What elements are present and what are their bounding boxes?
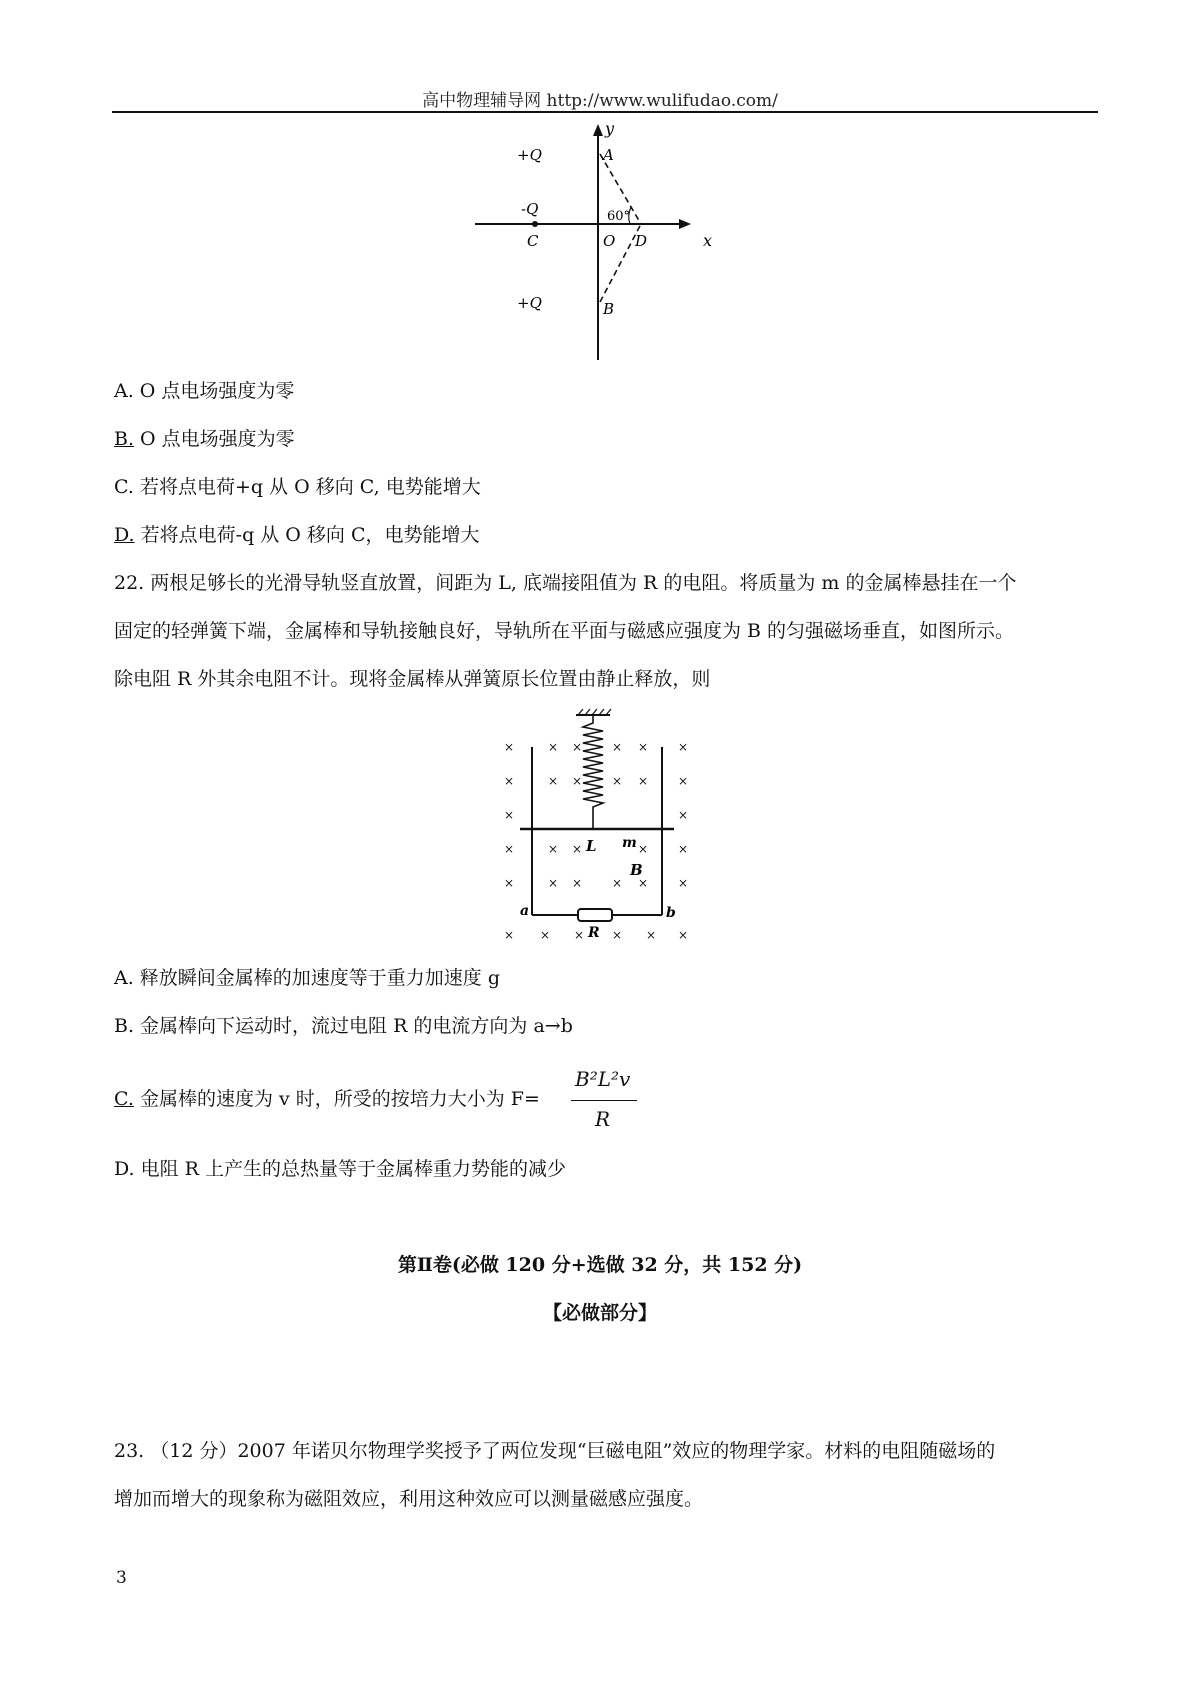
label-o: O: [603, 232, 616, 250]
field-mark: ×: [504, 774, 515, 788]
label-d: D: [635, 232, 648, 250]
q23-text-line1: 23. （12 分）2007 年诺贝尔物理学奖授予了两位发现“巨磁电阻”效应的物理学家。材料的电阻随磁场的: [114, 1440, 996, 1462]
spring: [583, 715, 603, 829]
label-x: x: [703, 231, 713, 250]
fraction-bar: [571, 1100, 637, 1101]
q21-option-d-prefix: D.: [114, 524, 135, 546]
label-y: y: [605, 124, 615, 138]
field-mark: ×: [504, 842, 515, 856]
field-mark: ×: [548, 740, 559, 754]
field-mark: ×: [638, 740, 649, 754]
field-mark: ×: [540, 928, 551, 942]
field-mark: ×: [504, 808, 515, 822]
q22-option-c: [114, 1086, 540, 1112]
q21-option-b: [114, 426, 295, 452]
x-axis-arrow: [679, 219, 691, 229]
label-c-charge: -Q: [521, 200, 539, 218]
rail-spring-diagram: [490, 707, 710, 943]
point-c: [532, 221, 538, 227]
q21-option-d: [114, 522, 480, 548]
page-header: 高中物理辅导网 http://www.wulifudao.com/: [422, 91, 778, 111]
q22-option-b: B. 金属棒向下运动时，流过电阻 R 的电流方向为 a→b: [114, 1015, 573, 1037]
field-mark: ×: [638, 876, 649, 890]
field-mark: ×: [678, 876, 689, 890]
label-l: L: [586, 837, 597, 855]
formula-numerator: B²L²v: [575, 1067, 631, 1091]
label-m: m: [622, 835, 637, 851]
formula-denominator: R: [595, 1107, 611, 1131]
label-angle: 60°: [607, 209, 631, 224]
field-mark: ×: [678, 808, 689, 822]
field-mark: ×: [612, 740, 623, 754]
field-mark: ×: [678, 740, 689, 754]
q22-option-c-text: 金属棒的速度为 v 时，所受的按培力大小为 F=: [133, 1088, 540, 1110]
field-mark: ×: [646, 928, 657, 942]
field-mark: ×: [678, 774, 689, 788]
field-mark: ×: [678, 842, 689, 856]
field-mark: ×: [504, 740, 515, 754]
q21-option-a: A. O 点电场强度为零: [114, 380, 295, 402]
label-a: a: [520, 903, 530, 919]
label-r: R: [588, 925, 600, 941]
field-mark: ×: [574, 928, 585, 942]
q22-text-line3: 除电阻 R 外其余电阻不计。现将金属棒从弹簧原长位置由静止释放，则: [114, 668, 711, 690]
label-c: C: [527, 232, 539, 250]
label-b-point: b: [666, 905, 676, 921]
force-formula: [565, 1067, 640, 1133]
field-mark: ×: [678, 928, 689, 942]
field-mark: ×: [548, 842, 559, 856]
resistor: [578, 909, 612, 921]
field-mark: ×: [548, 774, 559, 788]
q21-option-b-text: O 点电场强度为零: [134, 428, 295, 450]
label-b-charge: +Q: [517, 294, 542, 312]
section-subtitle: 【必做部分】: [542, 1302, 657, 1324]
field-mark: ×: [572, 842, 583, 856]
field-mark: ×: [638, 842, 649, 856]
field-mark: ×: [572, 740, 583, 754]
label-a-charge: +Q: [517, 146, 542, 164]
field-mark: ×: [612, 876, 623, 890]
label-a: A: [603, 146, 614, 164]
header-rule: [112, 111, 1098, 113]
q21-option-b-prefix: B.: [114, 428, 135, 450]
field-mark: ×: [572, 876, 583, 890]
q22-option-a: A. 释放瞬间金属棒的加速度等于重力加速度 g: [114, 967, 501, 989]
field-mark: ×: [612, 774, 623, 788]
section-title: 第Ⅱ卷(必做 120 分+选做 32 分，共 152 分): [397, 1254, 803, 1276]
q22-text-line1: 22. 两根足够长的光滑导轨竖直放置，间距为 L, 底端接阻值为 R 的电阻。将质量为 m 的金属棒悬挂在一个: [114, 572, 1017, 594]
q22-option-c-prefix: C.: [114, 1088, 134, 1110]
field-mark: ×: [548, 876, 559, 890]
field-mark: ×: [504, 876, 515, 890]
label-b: B: [603, 300, 615, 318]
y-axis-arrow: [593, 124, 603, 136]
charge-diagram: [475, 124, 735, 360]
q22-text-line2: 固定的轻弹簧下端，金属棒和导轨接触良好，导轨所在平面与磁感应强度为 B 的匀强磁场垂直，如图所示。: [114, 620, 1015, 642]
q21-option-c: C. 若将点电荷+q 从 O 移向 C, 电势能增大: [114, 476, 481, 498]
q23-text-line2: 增加而增大的现象称为磁阻效应，利用这种效应可以测量磁感应强度。: [114, 1488, 704, 1510]
field-mark: ×: [572, 774, 583, 788]
field-mark: ×: [504, 928, 515, 942]
label-b-field: B: [630, 861, 643, 879]
q22-option-d: D. 电阻 R 上产生的总热量等于金属棒重力势能的减少: [114, 1158, 567, 1180]
q21-option-d-text: 若将点电荷-q 从 O 移向 C，电势能增大: [134, 524, 480, 546]
field-mark: ×: [638, 774, 649, 788]
field-mark: ×: [612, 928, 623, 942]
page-number: 3: [116, 1568, 127, 1588]
